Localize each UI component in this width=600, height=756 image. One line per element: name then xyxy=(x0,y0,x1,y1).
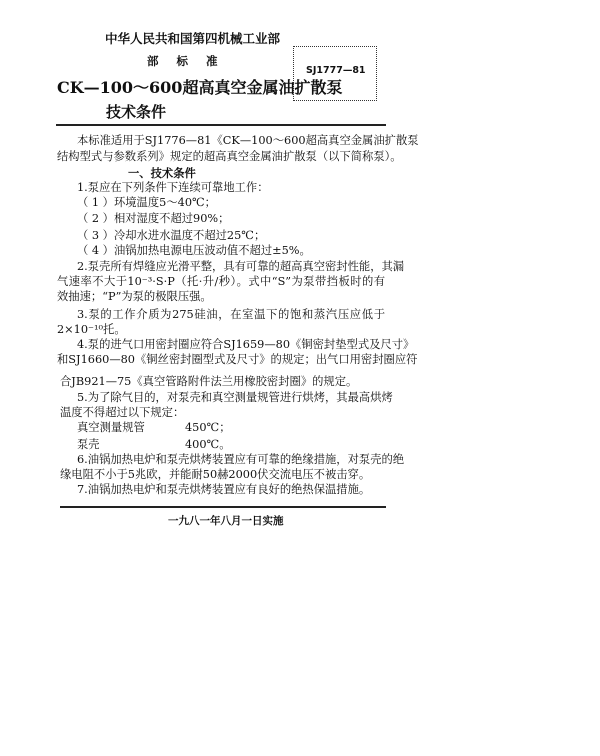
body-line: 3.泵的工作介质为275硅油，在室温下的饱和蒸汽压应低于 xyxy=(77,308,385,321)
body-line: 效抽速；“P”为泵的极限压强。 xyxy=(57,290,212,303)
bake-item: 真空测量规管 xyxy=(77,421,145,434)
header-rule xyxy=(56,124,386,126)
body-line: 1.泵应在下列条件下连续可靠地工作： xyxy=(77,181,269,194)
body-line: 气速率不大于10⁻³·S·P（托·升/秒）。式中“S”为泵带挡板时的有 xyxy=(57,275,385,288)
bake-temp: 450℃； xyxy=(185,421,231,434)
body-line: 和SJ1660—80《铜丝密封圈型式及尺寸》的规定；出气口用密封圈应符 xyxy=(57,353,418,366)
standard-type: 部 标 准 xyxy=(147,54,218,68)
body-line: 温度不得超过以下规定： xyxy=(60,406,185,419)
body-line: 2.泵壳所有焊缝应光滑平整，具有可靠的超高真空密封性能，其漏 xyxy=(77,260,405,273)
document-title: CK—100～600超高真空金属油扩散泵 xyxy=(57,78,343,97)
ministry-heading: 中华人民共和国第四机械工业部 xyxy=(105,31,281,46)
body-line: 7.油锅加热电炉和泵壳烘烤装置应有良好的绝热保温措施。 xyxy=(77,483,371,496)
bake-temp: 400℃。 xyxy=(185,438,231,451)
body-line: 4.泵的进气口用密封圈应符合SJ1659—80《铜密封垫型式及尺寸》 xyxy=(77,338,415,351)
document-subtitle: 技术条件 xyxy=(106,103,167,121)
body-line: 2×10⁻¹⁰托。 xyxy=(57,323,126,336)
standard-code: SJ1777—81 xyxy=(306,65,366,76)
body-line: 缘电阻不小于5兆欧，并能耐50赫2000伏交流电压不被击穿。 xyxy=(60,468,371,481)
bake-item: 泵壳 xyxy=(77,438,100,451)
body-line: （ 3 ）冷却水进水温度不超过25℃； xyxy=(77,229,266,242)
effective-date: 一九八一年八月一日实施 xyxy=(168,515,284,527)
body-line: 结构型式与参数系列》规定的超高真空金属油扩散泵（以下简称泵）。 xyxy=(57,150,402,163)
footer-rule xyxy=(60,506,386,508)
body-line: 6.油锅加热电炉和泵壳烘烤装置应有可靠的绝缘措施，对泵壳的绝 xyxy=(77,453,405,466)
body-line: （ 2 ）相对湿度不超过90%； xyxy=(77,212,230,225)
body-line: 本标准适用于SJ1776—81《CK—100～600超高真空金属油扩散泵 xyxy=(77,134,419,147)
body-line: （ 4 ）油锅加热电源电压波动值不超过±5%。 xyxy=(77,244,311,257)
section-heading: 一、技术条件 xyxy=(128,166,196,180)
body-line: 5.为了除气目的，对泵壳和真空测量规管进行烘烤，其最高烘烤 xyxy=(77,391,393,404)
body-line: （ 1 ）环境温度5～40℃； xyxy=(77,196,216,209)
body-line: 合JB921—75《真空管路附件法兰用橡胶密封圈》的规定。 xyxy=(60,375,358,388)
